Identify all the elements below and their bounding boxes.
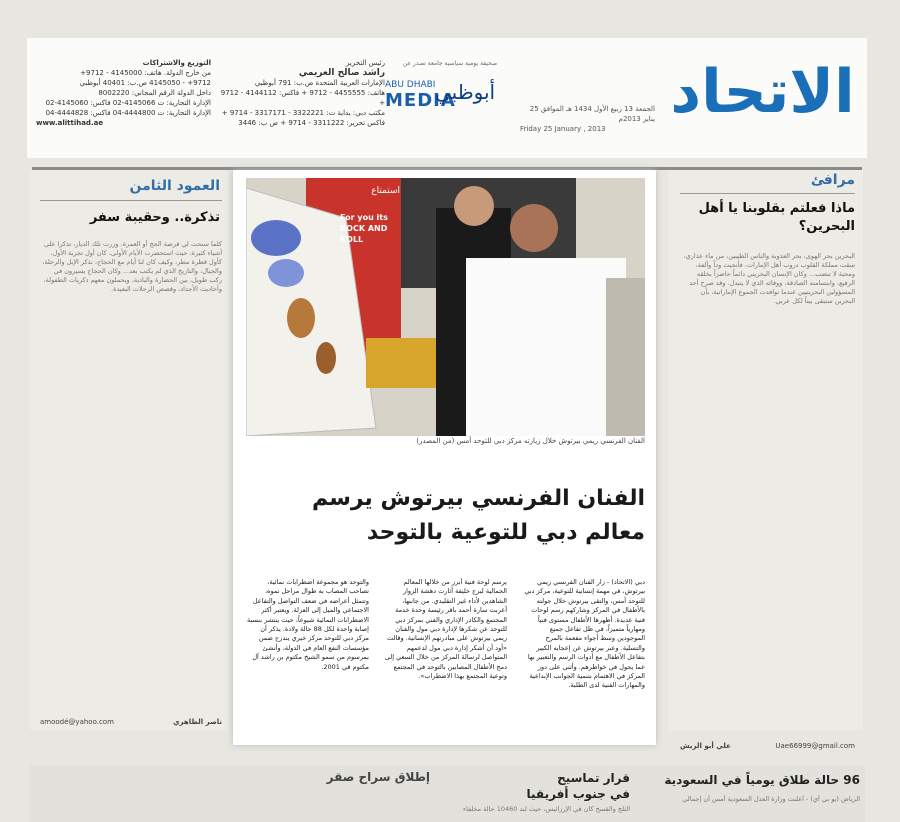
left-author: ناصر الظاهري bbox=[173, 718, 222, 726]
photo-caption: الفنان الفرنسي ريمي بيرتوش خلال زيارته مركز دبي للتوحد أمس (من المصدر) bbox=[416, 437, 645, 445]
editor-line: مكتب دبي: بداية ت: 3322221 - 3317171 - 9714 + bbox=[221, 109, 385, 117]
right-divider bbox=[680, 193, 855, 194]
sign-line: For you its bbox=[340, 213, 388, 222]
right-section-title: مرافئ bbox=[810, 172, 855, 188]
sign-line: ROCK AND bbox=[340, 224, 388, 233]
distribution-line: داخل الدولة الرقم المجاني: 8002220 bbox=[98, 89, 211, 97]
distribution-line: 9712+ - 4145050 ص.ب: 40401 أبوظبي bbox=[79, 79, 211, 87]
date-line bbox=[520, 104, 655, 134]
media-logo-big: MEDIA bbox=[385, 90, 456, 111]
abu-dhabi-media-logo bbox=[385, 80, 496, 120]
bottom-right-text: الرياض (يو بي آي) - أعلنت وزارة العدل السعودية أمس أن إجمالي bbox=[682, 795, 860, 803]
bottom-center-line: قرار تماسيح bbox=[557, 771, 630, 785]
website-link[interactable]: www.alittihad.ae bbox=[36, 119, 104, 127]
left-byline bbox=[40, 718, 222, 726]
editor-line: فاكس تحرير: 3311222 - 9714 + ص ب: 3446 bbox=[238, 119, 385, 127]
right-body: البحرين بحر الهوى، بحر العذوبة والناس الطيبين، من ماء عذاري، سقت مملكة القلوب دروب أهل الإمارات، فأنجبت وداً وألفة، ومحبة لا تنضب... وكان الإنسان البحريني دائماً حاضراً بخلقه الرفيع، وابتسامته الصادقة، ووفائه الذي لا يتبدل. وقد صرح أحد المسؤولين البحرينيين عندما توافدت الجموع الإماراتية، بأن البحرين ستبقى بيتاً لكل عربي. bbox=[683, 252, 855, 305]
media-logo-small: ABU DHABI bbox=[385, 80, 436, 90]
newspaper-logo: الاتحاد bbox=[670, 57, 855, 127]
sign-arabic: استمتاع bbox=[371, 186, 400, 196]
distribution-block bbox=[36, 58, 211, 128]
editor-line: هاتف: 4455555 - 9712 + فاكس: 4144112 - 9712 + bbox=[220, 89, 385, 107]
article-column-1: دبي (الاتحاد) - زار الفنان الفرنسي ريمي بيرتوش، في مهمة إنسانية للتوعية، مركز دبي للتوحد أمس، والتقى بيرتوش خلال جولته بالأطفال في المركز وشاركهم رسم لوحات فنية عديدة. أظهرها الأطفال مستوى فنياً ومهارياً متميزاً، في ظل تفاعل جميع الموجودين وسط أجواء مفعمة بالمرح والتسلية. وعبر بيرتوش عن إعجابه الكبير بتفاعل الأطفال مع أدوات الرسم والتعبير بها عما يجول في خواطرهم. وأثنى على دور المركز في الاهتمام بتنمية الجوانب الإبداعية والمهارات الفنية لدى الطلبة. bbox=[524, 578, 645, 690]
tagline: صحيفة يومية سياسية جامعة تصدر عن bbox=[402, 60, 498, 67]
article-columns bbox=[246, 578, 645, 738]
distribution-line: الإدارة التجارية: ت 4145066-02 فاكس: 4145060-02 bbox=[45, 99, 211, 107]
left-section-title: العمود الثامن bbox=[129, 178, 220, 194]
bottom-right-headline: 96 حالة طلاق يومياً في السعودية bbox=[664, 773, 860, 787]
left-body: كلما سنحت لي فرصة الحج أو العمرة، وزرت تلك الديار، تذكرا على أشياء كثيرة، حيث استحضرت الأيام الأولى، كان أول تجربة الأول، كأول قطرة مطر، وكيف كان لنا أيام مع الحجاج، نذكر الإبل والرحلة، والجبال، والتاريخ الذي لم يكتب بعد... وكان الحجاج يسيرون في ركب طويل، بين الحضارة والبادية، ويحملون معهم ذكريات الطفولة، وأحاديث الأجداد، وقصص الرحلات البعيدة. bbox=[42, 240, 222, 293]
bottom-center-headline bbox=[440, 770, 630, 802]
right-author: علي أبو الريش bbox=[680, 742, 731, 750]
editor-block bbox=[215, 58, 385, 128]
bottom-center-text: الثلج والقسح كان في الإرزائيس، حيث لند 10460 حالة مخلفاء bbox=[462, 805, 630, 813]
bottom-left-headline: إطلاق سراح صقر bbox=[326, 770, 430, 784]
right-headline: ماذا فعلتم بقلوبنا يا أهل البحرين؟ bbox=[698, 201, 855, 234]
left-divider bbox=[40, 200, 222, 201]
left-email[interactable]: amoodé@yahoo.com bbox=[40, 718, 114, 726]
sign-english bbox=[340, 212, 400, 245]
article-column-2: يرسم لوحة فنية أبرز من خلالها المعالم الجمالية لبرج خليفة أثارت دهشة الزوار الشاهدين لأداء غير التقليدي. من جانبها، أعربت سارة أحمد باقر رئيسة وحدة خدمة المجتمع والكادر الإداري والفني بمركز دبي للتوحد عن شكرها لإدارة دبي مول والفنان ريمي بيرتوش على مبادرتهم الإنسانية. وقالت «أود أن أشكر إدارة دبي مول لدعمهم المتواصل لرسالة المركز من خلال السعي إلى دمج الأطفال المصابين بالتوحد في المجتمع وتوعية المجتمع بهذا الاضطراب». bbox=[384, 578, 507, 681]
article-headline: الفنان الفرنسي بيرتوش يرسم معالم دبي للتوعية بالتوحد bbox=[311, 486, 645, 545]
date-line-ar: الجمعة 13 ربيع الأول 1434 هـ الموافق 25 يناير 2013م bbox=[529, 105, 655, 123]
distribution-line: من خارج الدولة. هاتف: 4145000 - 9712+ bbox=[80, 69, 211, 77]
photo-illustration bbox=[246, 178, 645, 436]
article-column-3: والتوحد هو مجموعة اضطرابات نمائية، تصاحب المصاب به طوال مراحل نموه، وتتمثل أعراضه في ضعف التواصل والتفاعل الاجتماعي والميل إلى العزلة. ويعتبر أكثر الاضطرابات النمائية شيوعاً، حيث ينتشر بنسبة إصابة واحدة لكل 88 حالة ولادة. يذكر أن مركز دبي للتوحد مركز خيري يندرج ضمن مؤسسات النفع العام في الدولة، وأنشئ بمرسوم من سمو الشيخ مكتوم بن راشد آل مكتوم في 2001. bbox=[247, 578, 369, 671]
media-logo-ar: أبوظبي bbox=[435, 80, 496, 104]
editor-line: الإمارات العربية المتحدة ص.ب: 791 أبوظبي bbox=[254, 79, 385, 87]
distribution-line: الإدارة التجارية: ت 4444800-04 فاكس: 4444828-04 bbox=[45, 109, 211, 117]
date-line-en: Friday 25 January , 2013 bbox=[520, 125, 606, 133]
left-headline: تذكرة.. وحقيبة سفر bbox=[89, 210, 220, 225]
editor-name: راشد صالح العريمي bbox=[298, 68, 385, 78]
right-byline bbox=[680, 742, 855, 750]
right-email[interactable]: Uae66999@gmail.com bbox=[775, 742, 855, 750]
editor-title: رئيس التحرير bbox=[346, 59, 385, 67]
distribution-title: التوزيع والاشتراكات bbox=[142, 59, 211, 67]
bottom-center-line: في جنوب أفريقيا bbox=[526, 787, 630, 801]
article-photo bbox=[246, 178, 645, 436]
sign-line: ROLL bbox=[340, 235, 364, 244]
